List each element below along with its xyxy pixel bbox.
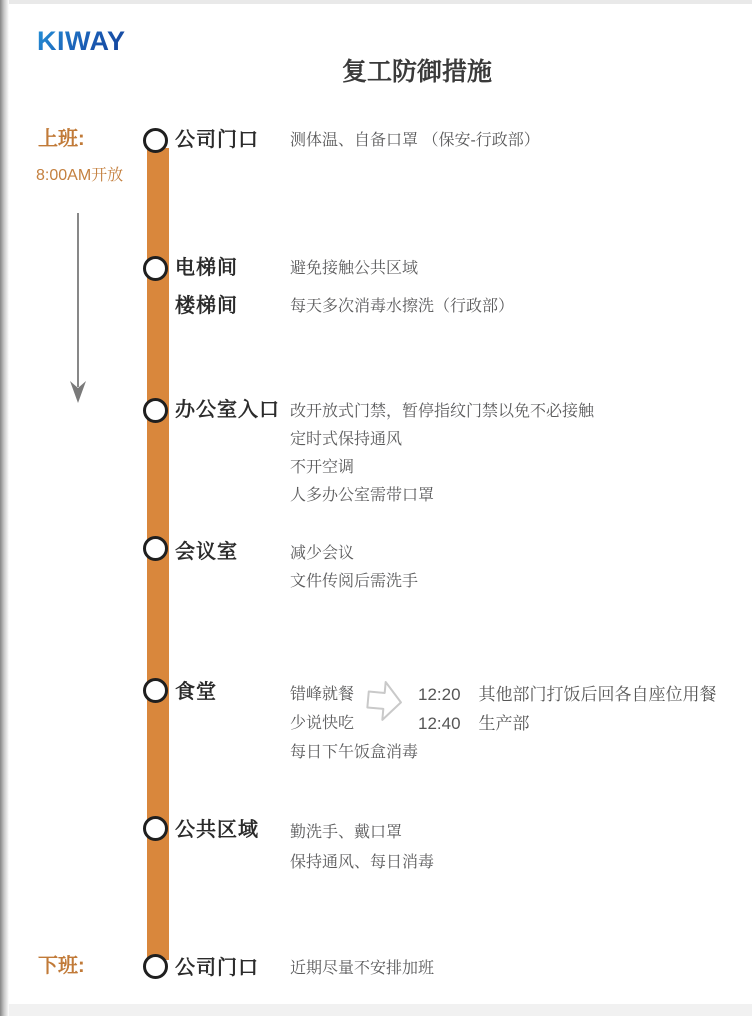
timeline-node-gate-out — [143, 954, 168, 979]
page-title: 复工防御措施 — [341, 58, 492, 86]
stop-label-stairwell: 楼梯间 — [175, 295, 238, 317]
schedule-time: 12:20 — [418, 685, 461, 704]
schedule-row — [418, 709, 717, 738]
stop-desc-elevator: 避免接触公共区域 — [290, 260, 419, 277]
stop-desc-office-entrance — [290, 398, 594, 510]
timeline-node-canteen — [143, 678, 168, 703]
canteen-schedule — [418, 680, 717, 738]
desc-line: 减少会议 — [290, 545, 355, 562]
page-top-edge — [0, 0, 752, 4]
stop-label-public-area: 公共区域 — [175, 819, 259, 841]
stop-label-gate-in: 公司门口 — [175, 129, 259, 151]
desc-line: 勤洗手、戴口罩 — [290, 824, 403, 841]
timeline-node-meeting-room — [143, 536, 168, 561]
page-bottom-edge — [0, 1004, 752, 1016]
page-left-edge — [0, 0, 9, 1016]
desc-line: 错峰就餐 — [290, 686, 355, 703]
work-start-time: 8:00AM开放 — [36, 167, 124, 184]
stop-desc-gate-out: 近期尽量不安排加班 — [290, 960, 435, 977]
stop-label-elevator: 电梯间 — [175, 257, 238, 279]
stop-label-canteen: 食堂 — [175, 681, 217, 703]
desc-line: 人多办公室需带口罩 — [290, 487, 435, 504]
desc-line: 不开空调 — [290, 459, 355, 476]
timeline-node-public-area — [143, 816, 168, 841]
company-logo: KIWAY — [37, 26, 126, 56]
schedule-text: 其他部门打饭后回各自座位用餐 — [478, 685, 717, 704]
stop-desc-gate-in: 测体温、自备口罩 （保安-行政部） — [290, 132, 540, 149]
desc-line: 少说快吃 — [290, 715, 355, 732]
work-start-label: 上班: — [38, 128, 85, 150]
work-end-label: 下班: — [38, 955, 85, 977]
timeline-node-office-entrance — [143, 398, 168, 423]
schedule-row — [418, 680, 717, 709]
stop-label-gate-out: 公司门口 — [175, 957, 259, 979]
stop-desc-public-area — [290, 818, 434, 878]
desc-line: 每日下午饭盒消毒 — [290, 744, 419, 761]
stop-label-meeting-room: 会议室 — [175, 541, 238, 563]
desc-line: 保持通风、每日消毒 — [290, 854, 435, 871]
desc-line: 改开放式门禁，暂停指纹门禁以免不必接触 — [290, 403, 595, 420]
timeline-node-elevator — [143, 256, 168, 281]
desc-line: 文件传阅后需洗手 — [290, 573, 419, 590]
schedule-time: 12:40 — [418, 714, 461, 733]
right-block-arrow-icon — [364, 677, 406, 724]
desc-line: 定时式保持通风 — [290, 431, 403, 448]
down-arrow-icon — [68, 213, 88, 405]
schedule-text: 生产部 — [478, 714, 530, 733]
stop-label-office-entrance: 办公室入口 — [175, 399, 280, 421]
stop-desc-meeting-room — [290, 540, 418, 596]
timeline-node-gate-in — [143, 128, 168, 153]
stop-desc-stairwell: 每天多次消毒水擦洗（行政部） — [290, 298, 515, 315]
